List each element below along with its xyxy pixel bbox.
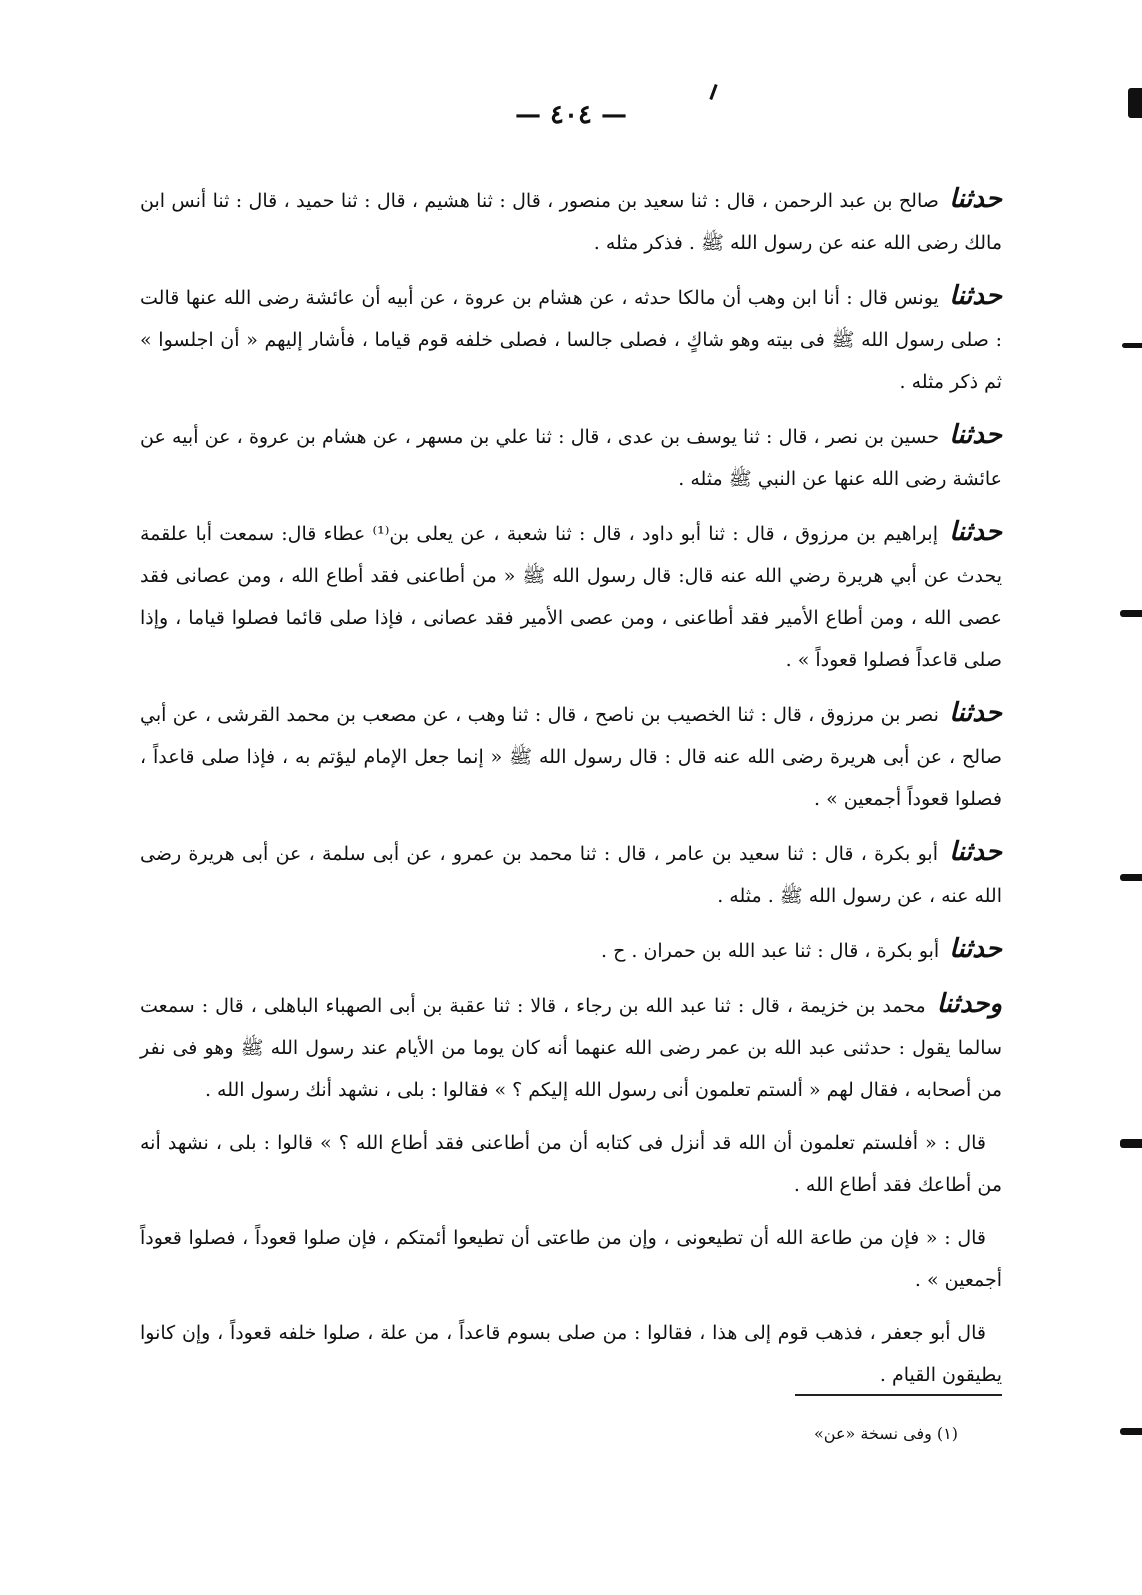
footnote: (١) وفى نسخة «عن» [814,1424,958,1443]
hadith-paragraph-6 [140,831,1002,917]
paragraph-text: حسين بن نصر ، قال : ثنا يوسف بن عدى ، قال : ثنا علي بن مسهر ، عن هشام بن عروة ، عن أبيه عن عائشة رضى الله عنها عن النبي ﷺ مثله . [140,426,1002,490]
narration-keyword: حدثنا [949,184,1003,214]
paragraph-text: أبو بكرة ، قال : ثنا سعيد بن عامر ، قال : ثنا محمد بن عمرو ، عن أبى سلمة ، عن أبى هريرة رضى الله عنه ، عن رسول الله ﷺ . مثله . [140,843,1002,907]
hadith-paragraph-2 [140,275,1002,403]
hadith-paragraph-1 [140,178,1002,264]
page-body [140,178,1002,1407]
narration-keyword: حدثنا [949,281,1002,311]
scan-edge-mark [1120,1139,1142,1148]
paragraph-text: أبو بكرة ، قال : ثنا عبد الله بن حمران . ح . [600,940,940,962]
scan-edge-mark [1122,343,1142,348]
paragraph-text: نصر بن مرزوق ، قال : ثنا الخصيب بن ناصح ، قال : ثنا وهب ، عن مصعب بن محمد القرشى ، عن أبي صالح ، عن أبى هريرة رضى الله عنه قال : قال رسول الله ﷺ « إنما جعل الإمام ليؤتم به ، فإذا صلى قاعداً ، فصلوا قعوداً أجمعين » . [140,704,1002,810]
scan-edge-mark [1128,88,1142,118]
stray-pen-mark [709,84,717,100]
page-number: — ٤٠٤ — [514,100,628,130]
hadith-paragraph-8 [140,983,1002,1111]
narration-keyword: وحدثنا [936,989,1002,1019]
scan-edge-mark [1120,610,1142,617]
paragraph-text: صالح بن عبد الرحمن ، قال : ثنا سعيد بن منصور ، قال : ثنا هشيم ، قال : ثنا حميد ، قال : ثنا أنس ابن مالك رضى الله عنه عن رسول الله ﷺ . فذكر مثله . [140,190,1002,254]
hadith-paragraph-3 [140,414,1002,500]
paragraph-text: إبراهيم بن مرزوق ، قال : ثنا أبو داود ، قال : ثنا شعبة ، عن يعلى بن⁽¹⁾ عطاء قال: سمعت أبا علقمة يحدث عن أبي هريرة رضي الله عنه قال: قال رسول الله ﷺ « من أطاعنى فقد أطاع الله ، ومن عصانى فقد عصى الله ، ومن أطاع الأمير فقد أطاعنى ، ومن عصى الأمير فقد عصانى ، فإذا صلى قائما فصلوا قياما ، وإذا صلى قاعداً فصلوا قعوداً » . [140,523,1002,671]
paragraph-text: قال أبو جعفر ، فذهب قوم إلى هذا ، فقالوا : من صلى بسوم قاعداً ، من علة ، صلوا خلفه قعوداً ، وإن كانوا يطيقون القيام . [140,1322,1002,1386]
narration-keyword: حدثنا [949,517,1002,547]
hadith-paragraph-4 [140,511,1002,681]
narration-keyword: حدثنا [949,934,1002,964]
paragraph-text: محمد بن خزيمة ، قال : ثنا عبد الله بن رجاء ، قالا : ثنا عقبة بن أبى الصهباء الباهلى ، قال : سمعت سالما يقول : حدثنى عبد الله بن عمر رضى الله عنهما أنه كان يوما من الأيام عند رسول الله ﷺ وهو فى نفر من أصحابه ، فقال لهم « ألستم تعلمون أنى رسول الله إليكم ؟ » فقالوا : بلى ، نشهد أنك رسول الله . [140,995,1002,1101]
commentary-paragraph-3 [140,1312,1002,1396]
footnote-divider [795,1394,1002,1396]
narration-keyword: حدثنا [949,420,1002,450]
paragraph-text: قال : « أفلستم تعلمون أن الله قد أنزل فى كتابه أن من أطاعنى فقد أطاع الله ؟ » قالوا : بلى ، نشهد أنه من أطاعك فقد أطاع الله . [140,1132,1002,1196]
paragraph-text: قال : « فإن من طاعة الله أن تطيعونى ، وإن من طاعتى أن تطيعوا أئمتكم ، فإن صلوا قعوداً ، فصلوا قعوداً أجمعين » . [140,1227,1002,1291]
paragraph-text: يونس قال : أنا ابن وهب أن مالكا حدثه ، عن هشام بن عروة ، عن أبيه أن عائشة رضى الله عنها قالت : صلى رسول الله ﷺ فى بيته وهو شاكٍ ، فصلى جالسا ، فصلى خلفه قوم قياما ، فأشار إليهم « أن اجلسوا » ثم ذكر مثله . [140,287,1002,393]
commentary-paragraph-2 [140,1217,1002,1301]
hadith-paragraph-5 [140,692,1002,820]
narration-keyword: حدثنا [949,837,1003,867]
hadith-paragraph-7 [140,928,1002,972]
scan-edge-mark [1120,1428,1142,1435]
scan-edge-mark [1120,874,1142,881]
commentary-paragraph-1 [140,1122,1002,1206]
narration-keyword: حدثنا [949,698,1002,728]
